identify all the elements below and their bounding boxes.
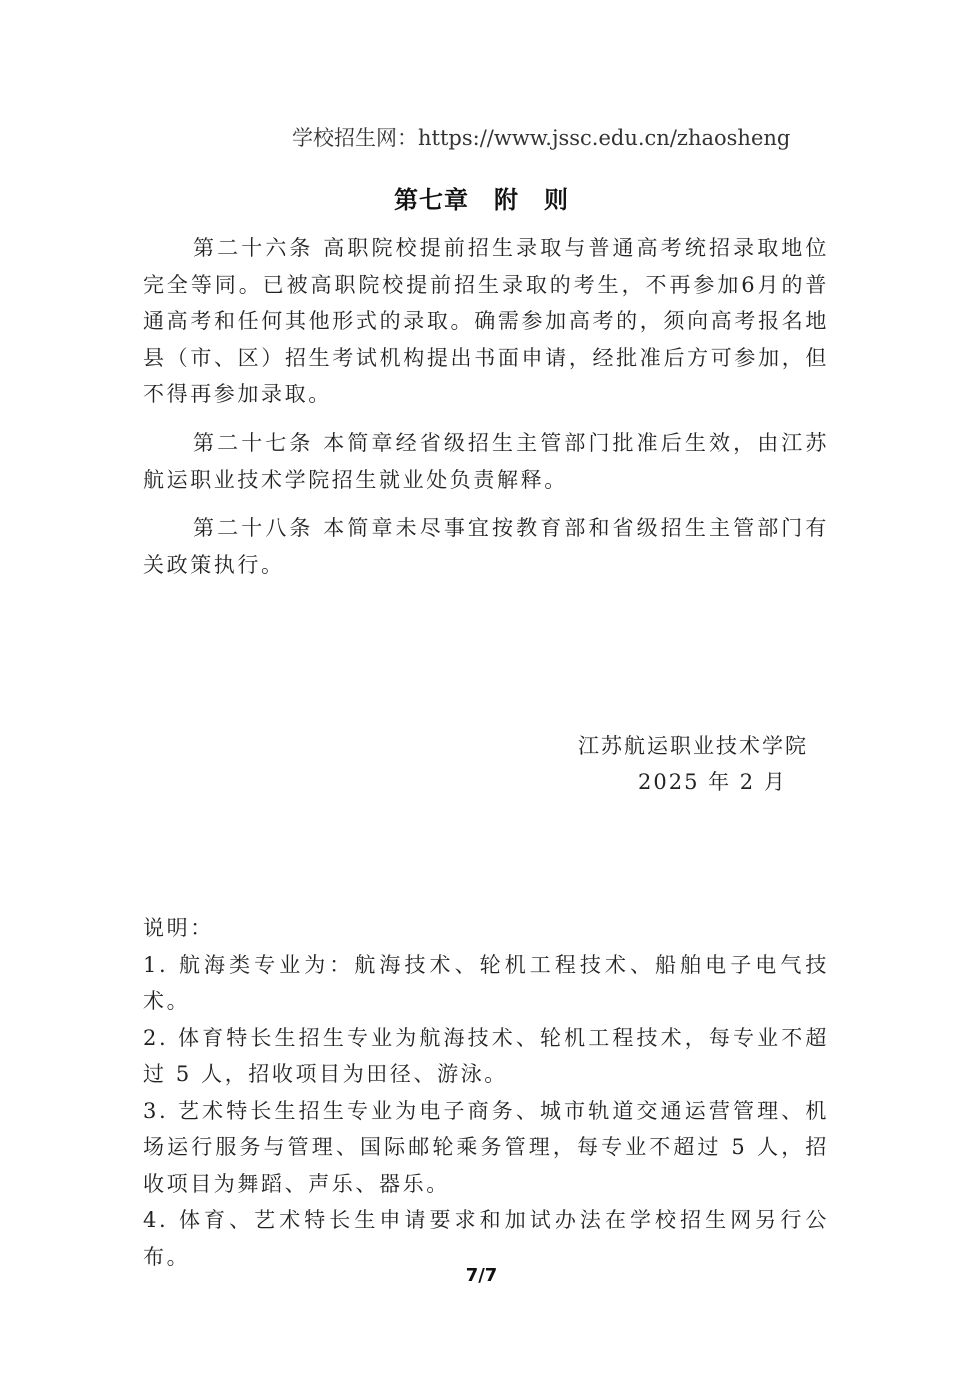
admissions-url-line: 学校招生网：https://www.jssc.edu.cn/zhaosheng: [292, 126, 791, 150]
note-item-2: 2. 体育特长生招生专业为航海技术、轮机工程技术，每专业不超过 5 人，招收项目为田径、游泳。: [143, 1025, 829, 1086]
article-26: 第二十六条 高职院校提前招生录取与普通高考统招录取地位完全等同。已被高职院校提前招生录取的考生，不再参加6月的普通高考和任何其他形式的录取。确需参加高考的，须向高考报名地县（市、区）招生考试机构提出书面申请，经批准后方可参加，但不得再参加录取。: [143, 236, 829, 406]
note-item-3: 3. 艺术特长生招生专业为电子商务、城市轨道交通运营管理、机场运行服务与管理、国际邮轮乘务管理，每专业不超过 5 人，招收项目为舞蹈、声乐、器乐。: [143, 1098, 829, 1196]
notes-heading: 说明：: [143, 916, 214, 940]
note-item-4: 4. 体育、艺术特长生申请要求和加试办法在学校招生网另行公布。: [143, 1208, 829, 1269]
note-item-1: 1. 航海类专业为：航海技术、轮机工程技术、船舶电子电气技术。: [143, 952, 829, 1013]
article-27: 第二十七条 本简章经省级招生主管部门批准后生效，由江苏航运职业技术学院招生就业处负责解释。: [143, 431, 829, 492]
article-28: 第二十八条 本简章未尽事宜按教育部和省级招生主管部门有关政策执行。: [143, 516, 829, 577]
signature-organization: 江苏航运职业技术学院: [578, 734, 808, 758]
notes-section: [143, 910, 829, 1275]
signature-date: 2025 年 2 月: [638, 770, 787, 794]
chapter-title: 第七章 附 则: [394, 186, 569, 214]
page-number: 7/7: [465, 1265, 498, 1286]
